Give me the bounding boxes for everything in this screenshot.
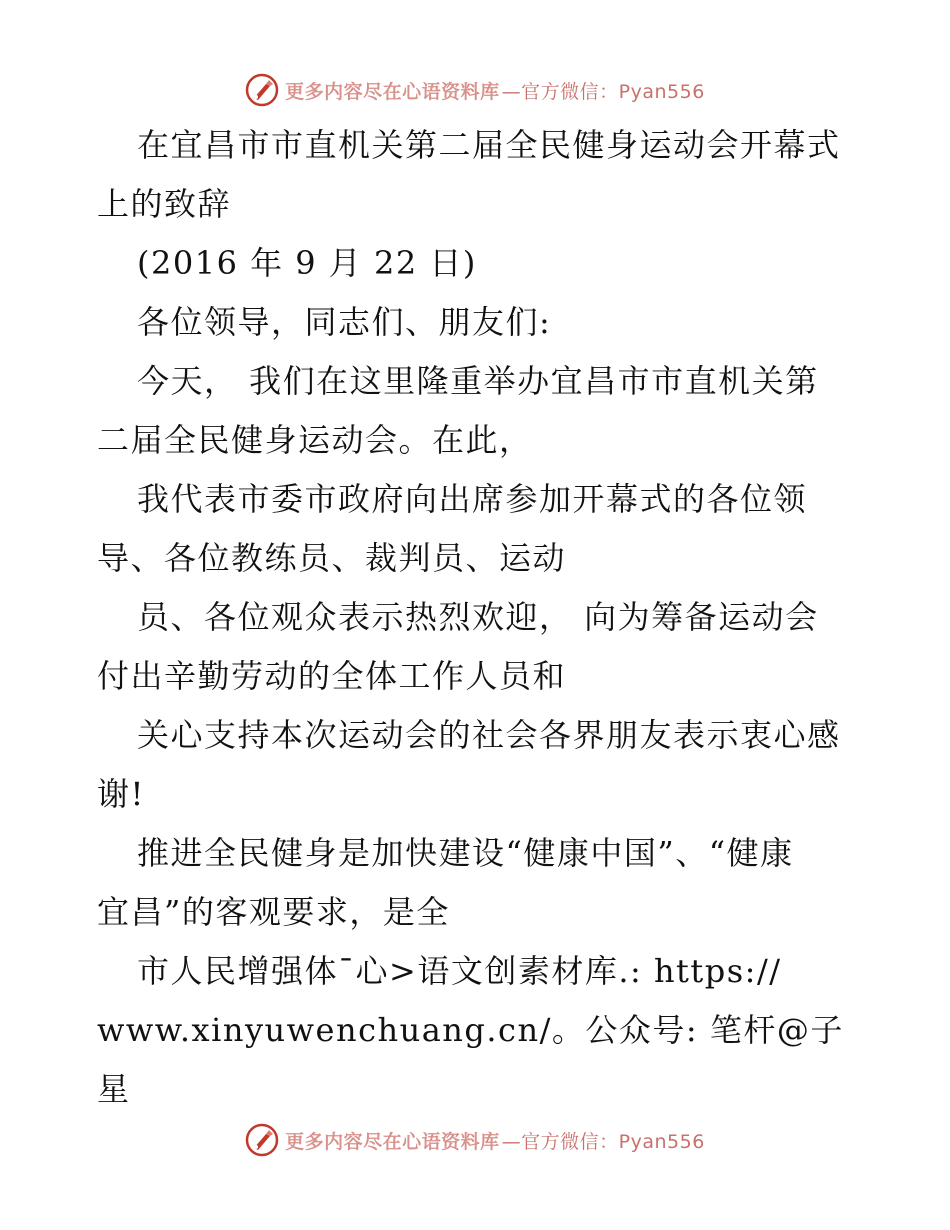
document-body — [97, 116, 867, 1119]
watermark-wechat-text: —官方微信：Pyan556 — [501, 1130, 705, 1153]
doc-line: 员、各位观众表示热烈欢迎， 向为筹备运动会 — [137, 598, 819, 636]
pen-nib-logo-icon — [245, 1123, 279, 1157]
watermark-header — [0, 70, 950, 110]
doc-line: 关心支持本次运动会的社会各界朋友表示衷心感 — [137, 716, 841, 754]
doc-line: 导、各位教练员、裁判员、运动 — [97, 539, 567, 577]
doc-line: (2016 年 9 月 22 日) — [137, 244, 477, 282]
doc-line: 今天， 我们在这里隆重举办宜昌市市直机关第 — [137, 362, 819, 400]
doc-line: 上的致辞 — [97, 185, 232, 223]
watermark-site-text: 更多内容尽在心语资料库 — [285, 1130, 500, 1153]
doc-line: 宜昌”的客观要求，是全 — [97, 893, 450, 931]
doc-line: 推进全民健身是加快建设“健康中国”、“健康 — [137, 834, 794, 872]
doc-line: 在宜昌市市直机关第二届全民健身运动会开幕式 — [137, 126, 841, 164]
pen-nib-logo-icon — [245, 73, 279, 107]
doc-line: 二届全民健身运动会。在此， — [97, 421, 533, 459]
watermark-wechat-text: —官方微信：Pyan556 — [501, 80, 705, 103]
watermark-site-text: 更多内容尽在心语资料库 — [285, 80, 500, 103]
doc-line: 付出辛勤劳动的全体工作人员和 — [97, 657, 567, 695]
doc-line: 我代表市委市政府向出席参加开幕式的各位领 — [137, 480, 808, 518]
doc-line: www.xinyuwenchuang.cn/。公众号: 笔杆@子星 — [97, 1011, 844, 1108]
doc-line: 谢! — [97, 775, 145, 813]
watermark-footer — [0, 1120, 950, 1160]
doc-line: 各位领导，同志们、朋友们: — [137, 303, 552, 341]
doc-line: 市人民增强体¯心>语文创素材库.: https:// — [137, 952, 782, 990]
